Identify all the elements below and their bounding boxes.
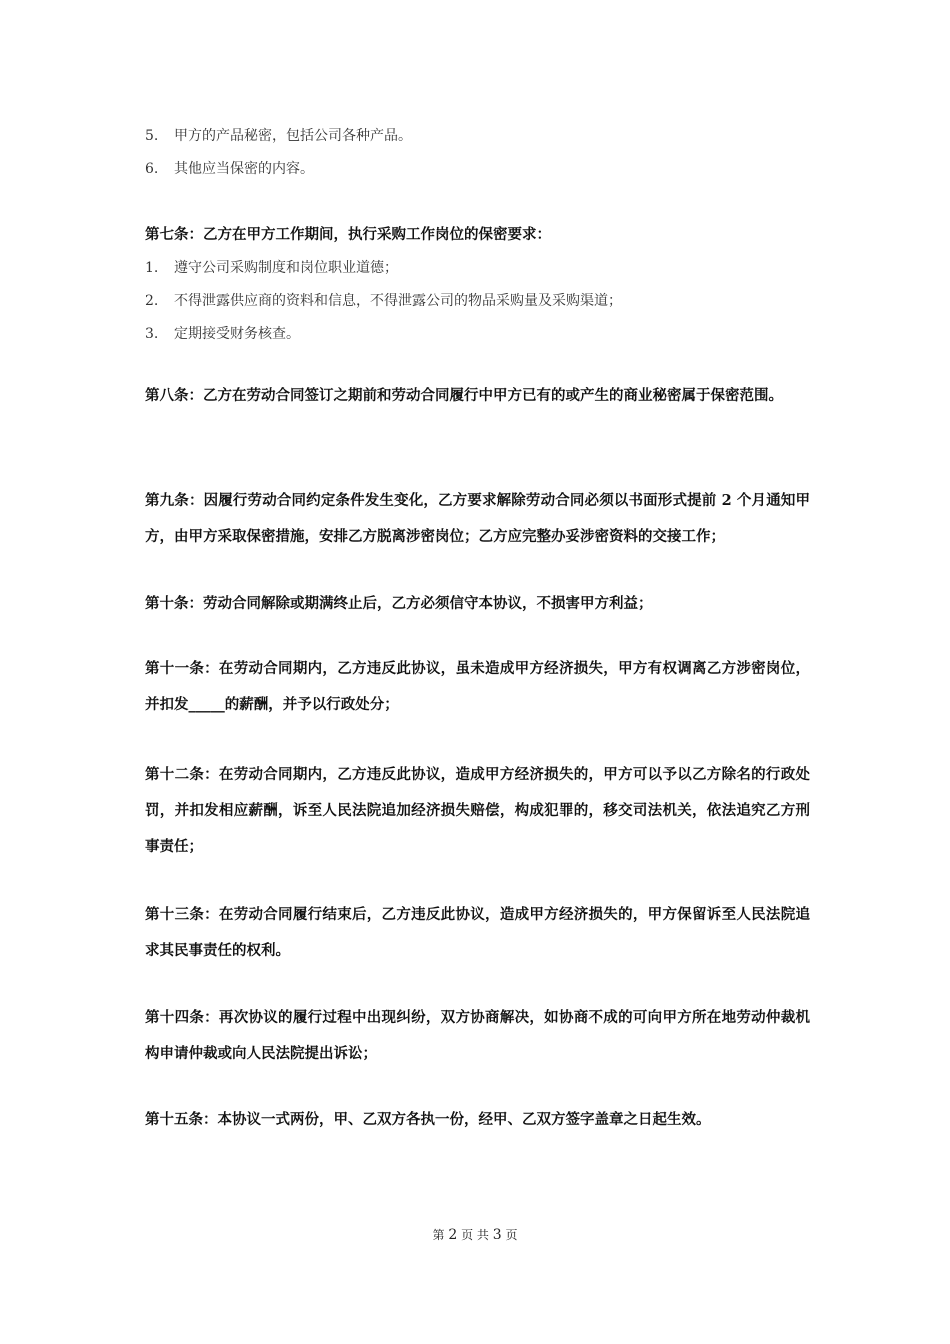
- footer-middle: 页 共: [461, 1228, 489, 1242]
- list-number: 5.: [145, 128, 159, 144]
- footer-suffix: 页: [505, 1228, 518, 1242]
- list-item: [145, 159, 314, 179]
- list-item: [145, 126, 412, 146]
- clause-15: 第十五条：本协议一式两份，甲、乙双方各执一份，经甲、乙双方签字盖章之日起生效。: [145, 1111, 711, 1128]
- list-text: 定期接受财务核查。: [174, 326, 300, 342]
- footer-prefix: 第: [432, 1228, 445, 1242]
- list-item: [145, 258, 398, 278]
- clause-8: 第八条：乙方在劳动合同签订之期前和劳动合同履行中甲方已有的或产生的商业秘密属于保密范围。: [145, 387, 783, 404]
- list-item: [145, 291, 622, 311]
- clause-7-title: 第七条：乙方在甲方工作期间，执行采购工作岗位的保密要求：: [145, 226, 551, 243]
- list-number: 1.: [145, 260, 159, 276]
- clause-11: 第十一条：在劳动合同期内，乙方违反此协议，虽未造成甲方经济损失，甲方有权调离乙方涉密岗位，并扣发_____的薪酬，并予以行政处分；: [145, 660, 810, 713]
- clause-14: 第十四条：再次协议的履行过程中出现纠纷，双方协商解决，如协商不成的可向甲方所在地劳动仲裁机构申请仲裁或向人民法院提出诉讼；: [145, 1009, 810, 1062]
- list-text: 其他应当保密的内容。: [174, 161, 314, 177]
- clause-12: 第十二条：在劳动合同期内，乙方违反此协议，造成甲方经济损失的，甲方可以予以乙方除名的行政处罚，并扣发相应薪酬，诉至人民法院追加经济损失赔偿，构成犯罪的，移交司法机关，依法追究乙方刑事责任；: [145, 766, 810, 855]
- list-item: [145, 324, 300, 344]
- list-text: 甲方的产品秘密，包括公司各种产品。: [174, 128, 412, 144]
- clause-9: 第九条：因履行劳动合同约定条件发生变化，乙方要求解除劳动合同必须以书面形式提前 2 个月通知甲方，由甲方采取保密措施，安排乙方脱离涉密岗位；乙方应完整办妥涉密资料的交接工作；: [145, 492, 810, 545]
- list-number: 2.: [145, 293, 159, 309]
- list-number: 6.: [145, 161, 159, 177]
- list-text: 不得泄露供应商的资料和信息，不得泄露公司的物品采购量及采购渠道；: [174, 293, 622, 309]
- list-number: 3.: [145, 326, 159, 342]
- clause-10: 第十条：劳动合同解除或期满终止后，乙方必须信守本协议，不损害甲方利益；: [145, 595, 653, 612]
- footer-page-number: 2: [448, 1227, 458, 1243]
- footer-total-pages: 3: [492, 1227, 502, 1243]
- list-text: 遵守公司采购制度和岗位职业道德；: [174, 260, 398, 276]
- clause-13: 第十三条：在劳动合同履行结束后，乙方违反此协议，造成甲方经济损失的，甲方保留诉至人民法院追求其民事责任的权利。: [145, 906, 810, 959]
- page-footer: [0, 1226, 950, 1243]
